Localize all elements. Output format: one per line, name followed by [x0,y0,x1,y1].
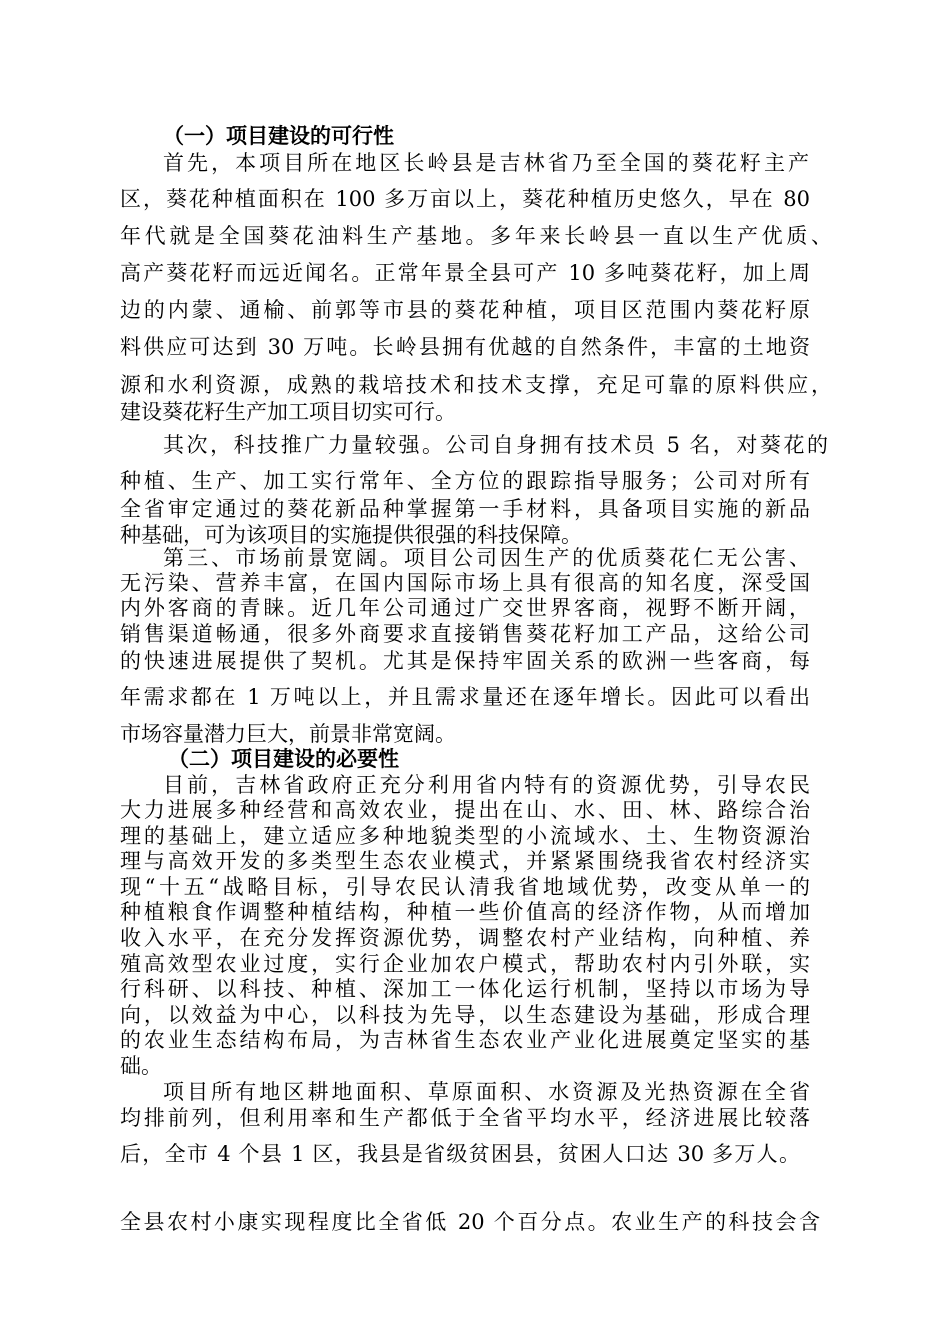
paragraph-line: 内外客商的青睐。近几年公司通过广交世界客商，视野不断开阔， [120,596,810,620]
paragraph-line: 大力进展多种经营和高效农业，提出在山、水、田、林、路综合治 [120,798,810,822]
paragraph-line: 的农业生态结构布局，为吉林省生态农业产业化进展奠定坚实的基 [120,1028,810,1052]
paragraph-line: 均排前列，但利用率和生产都低于全省平均水平，经济进展比较落 [120,1106,810,1130]
paragraph-line: 种植粮食作调整种植结构，种植一些价值高的经济作物，从而增加 [120,900,810,924]
paragraph-line: 全省审定通过的葵花新品种掌握第一手材料，具备项目实施的新品 [120,497,810,521]
paragraph-line: 销售渠道畅通，很多外商要求直接销售葵花籽加工产品，这给公司 [120,622,810,646]
paragraph-line: 种基础，可为该项目的实施提供很强的科技保障。 [120,523,582,547]
paragraph-line: 无污染、营养丰富，在国内国际市场上具有很高的知名度，深受国 [120,571,810,595]
paragraph-line: 其次，科技推广力量较强。公司自身拥有技术员 5 名，对葵花的 [163,433,828,457]
paragraph-line: 料供应可达到 30 万吨。长岭县拥有优越的自然条件，丰富的土地资 [120,335,810,359]
paragraph-line: 第三、市场前景宽阔。项目公司因生产的优质葵花仁无公害、 [163,546,810,570]
paragraph-line: 项目所有地区耕地面积、草原面积、水资源及光热资源在全省 [163,1080,810,1104]
paragraph-line: 年需求都在 1 万吨以上，并且需求量还在逐年增长。因此可以看出 [120,685,810,709]
paragraph-line: 建设葵花籽生产加工项目切实可行。 [120,400,456,424]
paragraph-line: 市场容量潜力巨大，前景非常宽阔。 [120,722,456,746]
paragraph-line: 目前，吉林省政府正充分利用省内特有的资源优势，引导农民 [163,773,810,797]
paragraph-line: 行科研、以科技、种植、深加工一体化运行机制，坚持以市场为导 [120,977,810,1001]
section-heading-feasibility: （一）项目建设的可行性 [163,124,394,148]
paragraph-line: 年代就是全国葵花油料生产基地。多年来长岭县一直以生产优质、 [120,224,832,248]
paragraph-line: 收入水平，在充分发挥资源优势，调整农村产业结构，向种植、养 [120,926,810,950]
paragraph-line: 高产葵花籽而远近闻名。正常年景全县可产 10 多吨葵花籽，加上周 [120,261,810,285]
section-heading-necessity: （二）项目建设的必要性 [168,747,399,771]
paragraph-line: 首先，本项目所在地区长岭县是吉林省乃至全国的葵花籽主产 [163,151,809,175]
paragraph-line: 源和水利资源，成熟的栽培技术和技术支撑，充足可靠的原料供应， [120,373,832,397]
paragraph-line: 种植、生产、加工实行常年、全方位的跟踪指导服务；公司对所有 [120,469,810,493]
paragraph-line: 理与高效开发的多类型生态农业模式，并紧紧围绕我省农村经济实 [120,849,810,873]
paragraph-line: 殖高效型农业过度，实行企业加农户模式，帮助农村内引外联，实 [120,952,810,976]
paragraph-line: 础。 [120,1054,162,1078]
paragraph-line: 全县农村小康实现程度比全省低 20 个百分点。农业生产的科技会含 [120,1210,820,1234]
paragraph-line: 的快速进展提供了契机。尤其是保持牢固关系的欧洲一些客商，每 [120,649,810,673]
paragraph-line: 后，全市 4 个县 1 区，我县是省级贫困县，贫困人口达 30 多万人。 [120,1142,800,1166]
paragraph-line: 边的内蒙、通榆、前郭等市县的葵花种植，项目区范围内葵花籽原 [120,298,810,322]
paragraph-line: 向，以效益为中心，以科技为先导，以生态建设为基础，形成合理 [120,1003,810,1027]
paragraph-line: 理的基础上，建立适应多种地貌类型的小流域水、土、生物资源治 [120,824,810,848]
paragraph-line: 现“十五“战略目标，引导农民认清我省地域优势，改变从单一的 [120,875,810,899]
paragraph-line: 区，葵花种植面积在 100 多万亩以上，葵花种植历史悠久，早在 80 [120,187,810,211]
